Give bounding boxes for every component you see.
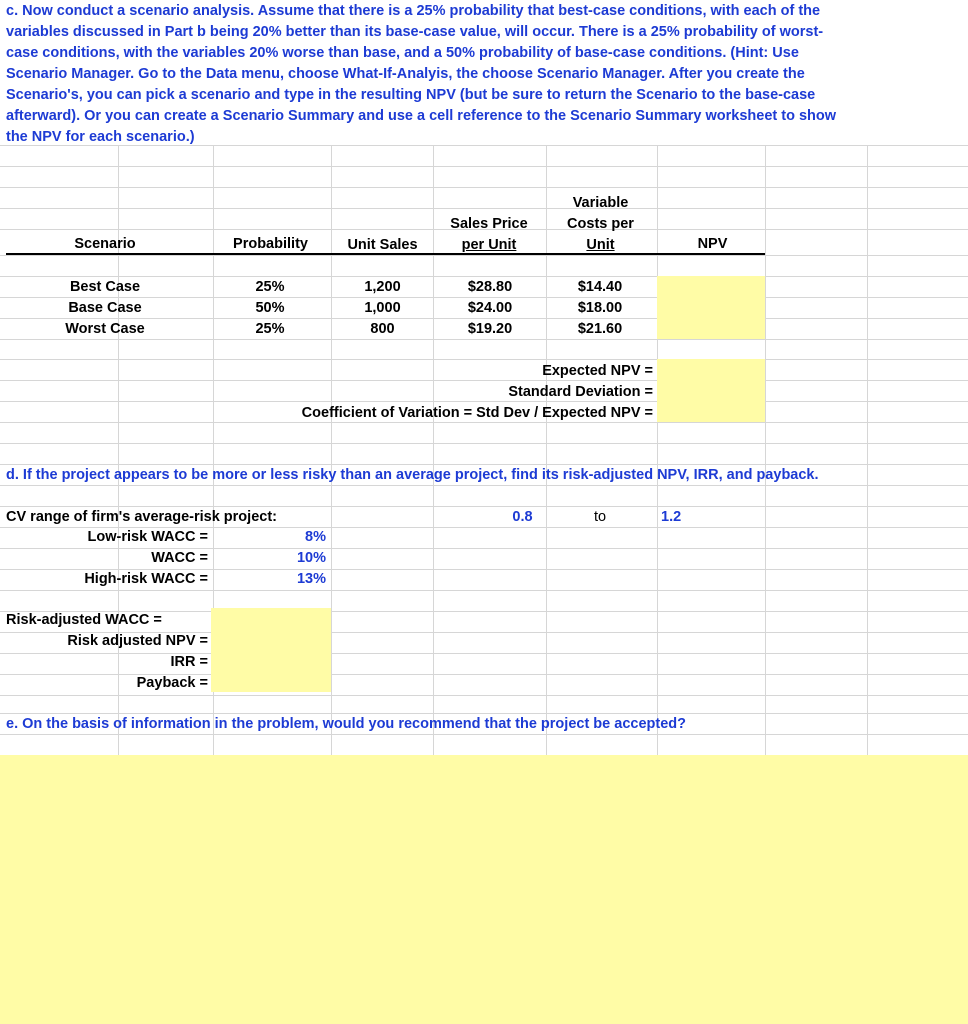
row-worst-scenario: Worst Case — [65, 321, 145, 337]
grid-row-line — [0, 166, 968, 167]
cv-range-high[interactable]: 1.2 — [661, 509, 682, 525]
section-d-instructions: d. If the project appears to be more or less risky than an average project, find its risk-adjusted NPV, IRR, and payback. — [6, 467, 819, 483]
section-c-line: afterward). Or you can create a Scenario Summary and use a cell reference to the Scenario Summary worksheet to show — [6, 108, 837, 124]
irr-label: IRR = — [170, 654, 208, 670]
header-var-costs-1: Variable — [572, 195, 629, 211]
std-dev-label: Standard Deviation = — [508, 384, 653, 400]
row-base-probability: 50% — [255, 300, 285, 316]
expected-npv-label: Expected NPV = — [542, 363, 653, 379]
row-worst-unit-sales: 800 — [370, 321, 395, 337]
grid-row-line — [0, 380, 968, 381]
grid-col-line — [867, 145, 868, 755]
grid-row-line — [0, 187, 968, 188]
grid-row-line — [0, 208, 968, 209]
section-c-instructions — [6, 1, 836, 148]
risk-adjusted-input-cells[interactable] — [211, 608, 331, 692]
wacc-value[interactable]: 10% — [296, 550, 326, 566]
row-best-price: $28.80 — [467, 279, 513, 295]
grid-row-line — [0, 318, 968, 319]
npv-input-cells[interactable] — [657, 276, 765, 339]
grid-col-line — [657, 145, 658, 755]
header-underline — [6, 253, 765, 255]
header-scenario: Scenario — [74, 236, 136, 252]
low-risk-wacc-value[interactable]: 8% — [305, 529, 326, 545]
row-best-var-cost: $14.40 — [577, 279, 623, 295]
grid-col-line — [331, 145, 332, 755]
grid-col-line — [546, 145, 547, 755]
wacc-label: WACC = — [151, 550, 208, 566]
grid-row-line — [0, 695, 968, 696]
row-base-var-cost: $18.00 — [577, 300, 623, 316]
section-c-line: c. Now conduct a scenario analysis. Assume that there is a 25% probability that best-case conditions, with each of the — [6, 3, 821, 19]
low-risk-wacc-label: Low-risk WACC = — [87, 529, 208, 545]
grid-row-line — [0, 590, 968, 591]
high-risk-wacc-label: High-risk WACC = — [84, 571, 208, 587]
payback-label: Payback = — [136, 675, 208, 691]
header-unit-sales: Unit Sales — [347, 237, 418, 253]
section-e-instructions: e. On the basis of information in the problem, would you recommend that the project be accepted? — [6, 716, 686, 732]
header-var-costs-2: Costs per — [567, 216, 634, 232]
header-probability: Probability — [233, 236, 308, 252]
section-c-line: the NPV for each scenario.) — [6, 129, 195, 145]
risk-adjusted-npv-label: Risk adjusted NPV = — [67, 633, 208, 649]
grid-row-line — [0, 339, 968, 340]
cv-label: Coefficient of Variation = Std Dev / Expected NPV = — [301, 405, 653, 421]
cv-range-low[interactable]: 0.8 — [512, 509, 533, 525]
section-c-line: Scenario's, you can pick a scenario and type in the resulting NPV (but be sure to return the Scenario to the base-case — [6, 87, 816, 103]
header-sales-price-2: per Unit — [461, 237, 517, 253]
grid-row-line — [0, 401, 968, 402]
cv-range-to: to — [593, 509, 607, 525]
answer-input-area[interactable] — [0, 755, 968, 1024]
grid-row-line — [0, 297, 968, 298]
row-base-unit-sales: 1,000 — [364, 300, 401, 316]
row-best-probability: 25% — [255, 279, 285, 295]
grid-row-line — [0, 359, 968, 360]
row-base-price: $24.00 — [467, 300, 513, 316]
high-risk-wacc-value[interactable]: 13% — [296, 571, 326, 587]
grid-row-line — [0, 255, 968, 256]
grid-col-line — [765, 145, 766, 755]
section-c-line: variables discussed in Part b being 20% better than its base-case value, will occur. There is a 25% probability of worst- — [6, 24, 824, 40]
row-best-unit-sales: 1,200 — [364, 279, 401, 295]
section-c-line: case conditions, with the variables 20% worse than base, and a 50% probability of base-case conditions. (Hint: Use — [6, 45, 799, 61]
row-worst-price: $19.20 — [467, 321, 513, 337]
row-base-scenario: Base Case — [68, 300, 142, 316]
header-sales-price-1: Sales Price — [450, 216, 528, 232]
section-c-line: Scenario Manager. Go to the Data menu, choose What-If-Analyis, the choose Scenario Manager. After you create the — [6, 66, 805, 82]
header-var-costs-3: Unit — [586, 237, 615, 253]
grid-row-line — [0, 422, 968, 423]
cv-range-label: CV range of firm's average-risk project: — [6, 509, 277, 525]
row-best-scenario: Best Case — [69, 279, 141, 295]
row-worst-var-cost: $21.60 — [577, 321, 623, 337]
risk-adjusted-wacc-label: Risk-adjusted WACC = — [6, 612, 162, 628]
expected-npv-input-cells[interactable] — [657, 359, 765, 422]
grid-row-line — [0, 276, 968, 277]
grid-row-line — [0, 506, 968, 507]
header-npv: NPV — [697, 236, 728, 252]
grid-row-line — [0, 443, 968, 444]
row-worst-probability: 25% — [255, 321, 285, 337]
